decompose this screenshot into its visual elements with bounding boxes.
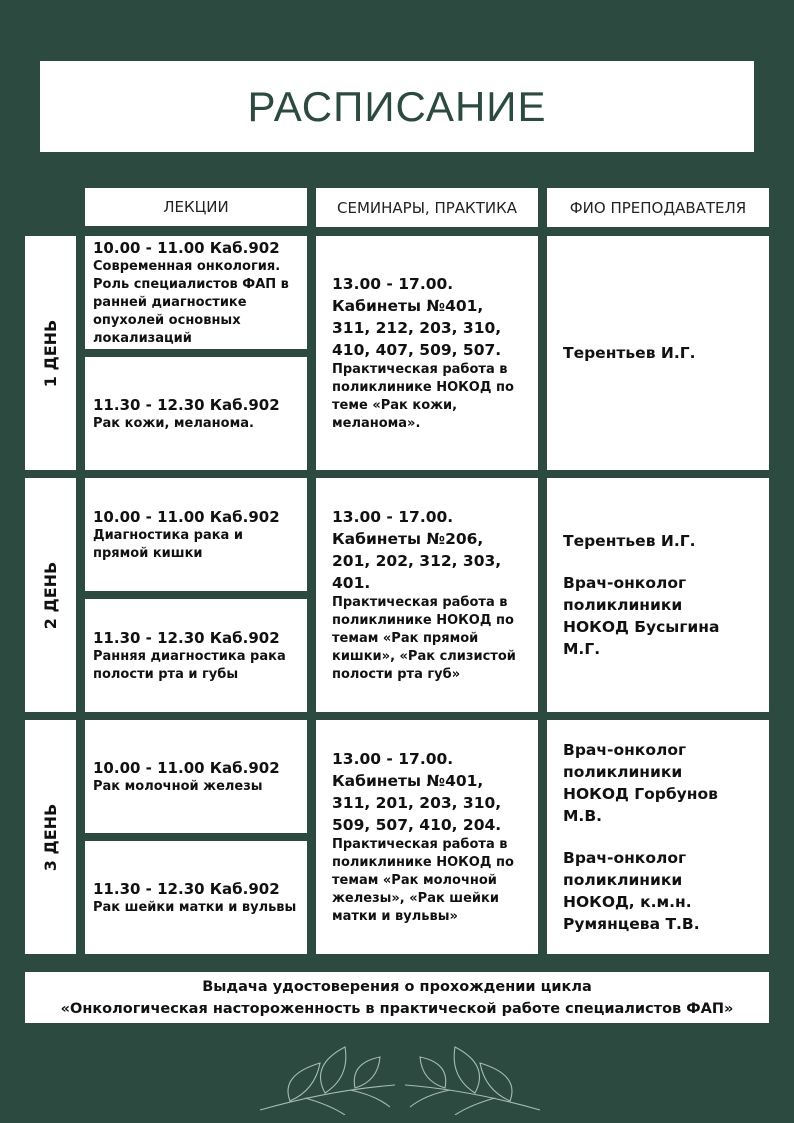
footer-line-2: «Онкологическая настороженность в практической работе специалистов ФАП» xyxy=(60,1000,734,1017)
seminar-time: 13.00 - 17.00. xyxy=(332,275,454,293)
header-lectures-label: ЛЕКЦИИ xyxy=(163,198,229,216)
day-3-lecture-2 xyxy=(85,841,307,954)
lecture-topic: Ранняя диагностика рака полости рта и губы xyxy=(93,648,286,682)
day-3-teacher xyxy=(547,720,769,954)
seminar-description: Практическая работа в поликлинике НОКОД по теме «Рак кожи, меланома». xyxy=(332,362,514,431)
seminar-description: Практическая работа в поликлинике НОКОД по темам «Рак молочной железы», «Рак шейки матки и вульвы» xyxy=(332,837,514,924)
lecture-topic: Рак молочной железы xyxy=(93,778,263,794)
seminar-time: 13.00 - 17.00. xyxy=(332,750,454,768)
seminar-time: 13.00 - 17.00. xyxy=(332,508,454,526)
teacher-name: Врач-онколог поликлиники НОКОД Бусыгина М.Г. xyxy=(563,574,720,658)
teacher-name: Врач-онколог поликлиники НОКОД, к.м.н. Румянцева Т.В. xyxy=(563,849,700,933)
header-seminars-label: СЕМИНАРЫ, ПРАКТИКА xyxy=(337,198,517,217)
day-2-teacher xyxy=(547,478,769,712)
teacher-name: Врач-онколог поликлиники НОКОД Горбунов М.В. xyxy=(563,741,718,825)
seminar-rooms: Кабинеты №401, 311, 212, 203, 310, 410, 407, 509, 507. xyxy=(332,297,502,359)
day-3-lecture-1 xyxy=(85,720,307,833)
title-panel xyxy=(40,61,754,152)
header-teacher xyxy=(547,188,769,227)
seminar-description: Практическая работа в поликлинике НОКОД по темам «Рак прямой кишки», «Рак слизистой полости рта губ» xyxy=(332,595,516,682)
lecture-time: 11.30 - 12.30 Каб.902 xyxy=(93,628,280,647)
day-1-teacher xyxy=(547,236,769,470)
olive-branch-icon xyxy=(250,1035,550,1115)
day-3-label-cell xyxy=(25,720,76,954)
header-teacher-label: ФИО ПРЕПОДАВАТЕЛЯ xyxy=(569,198,747,217)
day-3-label: 3 ДЕНЬ xyxy=(41,803,60,871)
day-3-seminar xyxy=(316,720,538,954)
lecture-time: 10.00 - 11.00 Каб.902 xyxy=(93,238,280,257)
day-1-lecture-2 xyxy=(85,357,307,470)
day-1-lecture-1 xyxy=(85,236,307,349)
footer-panel xyxy=(25,972,769,1023)
day-2-seminar xyxy=(316,478,538,712)
lecture-topic: Рак шейки матки и вульвы xyxy=(93,899,297,915)
lecture-time: 10.00 - 11.00 Каб.902 xyxy=(93,507,280,526)
teacher-name: Терентьев И.Г. xyxy=(563,344,696,362)
day-2-label-cell xyxy=(25,478,76,712)
day-1-seminar xyxy=(316,236,538,470)
lecture-topic: Современная онкология. Роль специалистов ФАП в ранней диагностике опухолей основных локализаций xyxy=(93,258,289,346)
lecture-topic: Рак кожи, меланома. xyxy=(93,415,254,431)
lecture-time: 11.30 - 12.30 Каб.902 xyxy=(93,395,280,414)
day-1-label-cell xyxy=(25,236,76,470)
day-2-lecture-2 xyxy=(85,599,307,712)
page-title: РАСПИСАНИЕ xyxy=(247,82,547,130)
seminar-rooms: Кабинеты №206, 201, 202, 312, 303, 401. xyxy=(332,530,502,592)
day-2-lecture-1 xyxy=(85,478,307,591)
footer-line-1: Выдача удостоверения о прохождении цикла xyxy=(202,978,592,995)
seminar-rooms: Кабинеты №401, 311, 201, 203, 310, 509, 507, 410, 204. xyxy=(332,772,502,834)
header-seminars xyxy=(316,188,538,227)
lecture-time: 10.00 - 11.00 Каб.902 xyxy=(93,758,280,777)
header-lectures xyxy=(85,188,307,226)
lecture-topic: Диагностика рака и прямой кишки xyxy=(93,527,243,561)
day-2-label: 2 ДЕНЬ xyxy=(41,561,60,629)
teacher-name: Терентьев И.Г. xyxy=(563,532,696,550)
lecture-time: 11.30 - 12.30 Каб.902 xyxy=(93,879,280,898)
day-1-label: 1 ДЕНЬ xyxy=(41,319,60,387)
